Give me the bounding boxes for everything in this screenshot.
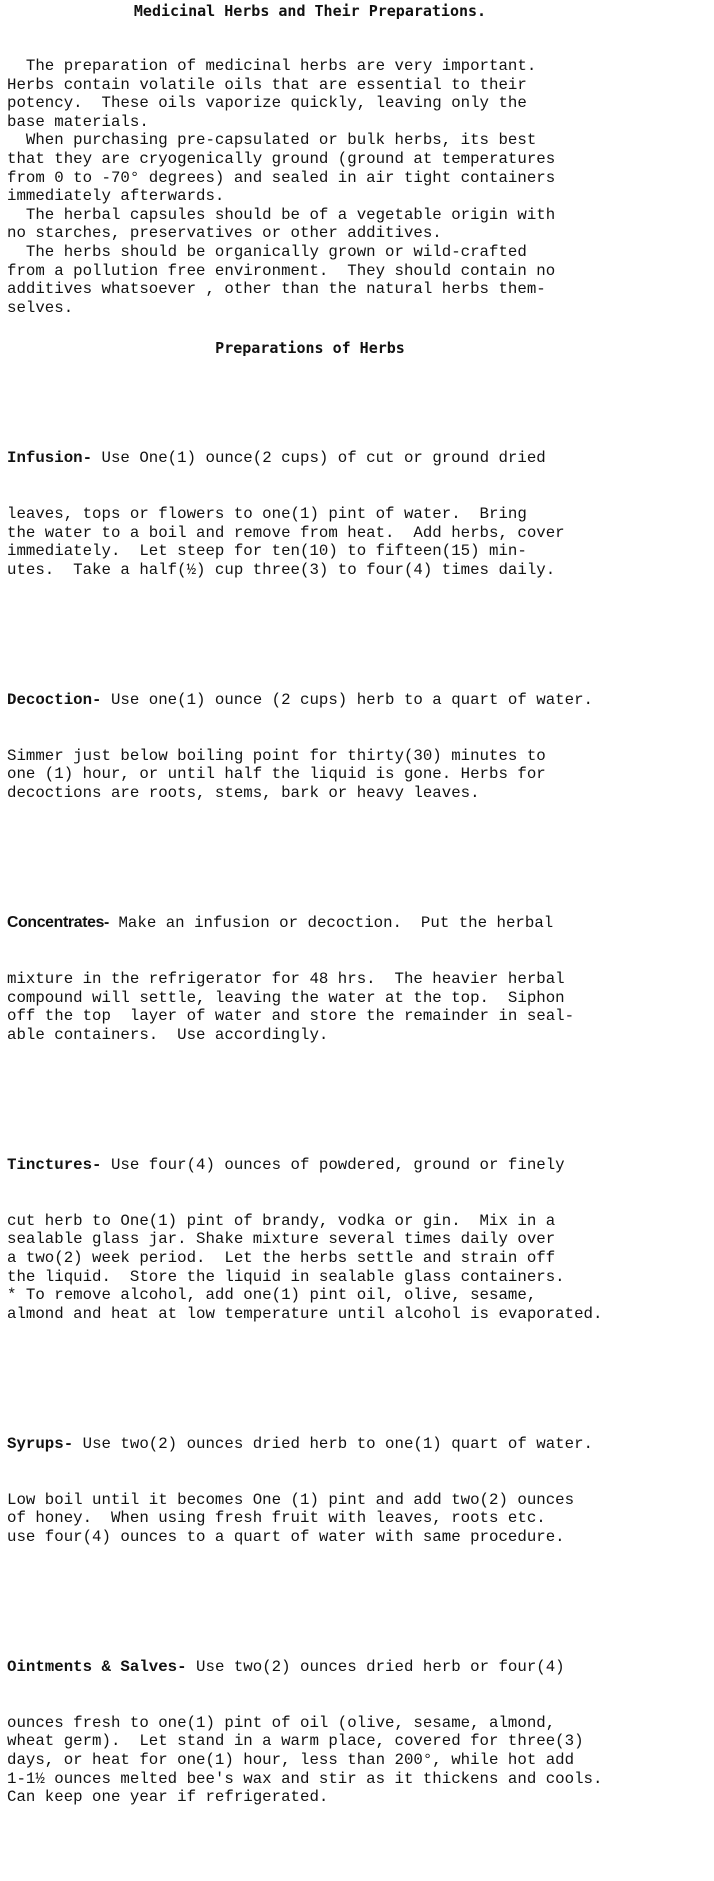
section-heading: Preparations of Herbs — [215, 339, 405, 357]
ointments-line: days, or heat for one(1) hour, less than 200°, while hot add — [7, 1750, 575, 1769]
syrups-term: Syrups- — [7, 1434, 74, 1453]
syrups-line: use four(4) ounces to a quart of water with same procedure. — [7, 1527, 565, 1546]
intro-line: The herbs should be organically grown or wild-crafted — [7, 242, 527, 261]
intro-line: base materials. — [7, 112, 149, 131]
decoction-line: Simmer just below boiling point for thirty(30) minutes to — [7, 746, 546, 765]
tinctures-term: Tinctures- — [7, 1155, 102, 1174]
intro-line: from a pollution free environment. They should contain no — [7, 261, 556, 280]
ointments-text: Use two(2) ounces dried herb or four(4) — [186, 1657, 565, 1676]
tinctures-line: cut herb to One(1) pint of brandy, vodka or gin. Mix in a — [7, 1211, 556, 1230]
infusion-line: the water to a boil and remove from heat. Add herbs, cover — [7, 523, 565, 542]
preparations-list — [7, 375, 713, 1881]
intro-line: When purchasing pre-capsulated or bulk herbs, its best — [7, 131, 537, 150]
infusion-line: leaves, tops or flowers to one(1) pint of water. Bring — [7, 505, 527, 524]
infusion-term: Infusion- — [7, 449, 93, 468]
decoction-entry — [7, 654, 713, 840]
intro-line: additives whatsoever , other than the natural herbs them- — [7, 280, 546, 299]
infusion-text: Use One(1) ounce(2 cups) of cut or ground dried — [92, 449, 546, 468]
intro-line: selves. — [7, 298, 74, 317]
tinctures-line: a two(2) week period. Let the herbs settle and strain off — [7, 1248, 556, 1267]
tinctures-line: almond and heat at low temperature until alcohol is evaporated. — [7, 1304, 603, 1323]
tinctures-line: the liquid. Store the liquid in sealable glass containers. — [7, 1267, 565, 1286]
intro-paragraphs — [7, 57, 713, 317]
intro-line: The herbal capsules should be of a vegetable origin with — [7, 205, 556, 224]
tinctures-line: sealable glass jar. Shake mixture several times daily over — [7, 1230, 556, 1249]
concentrates-line: off the top layer of water and store the remainder in seal- — [7, 1007, 575, 1026]
infusion-line: utes. Take a half(½) cup three(3) to four(4) times daily. — [7, 560, 556, 579]
decoction-text: Use one(1) ounce (2 cups) herb to a quart of water. — [101, 691, 593, 710]
intro-line: immediately afterwards. — [7, 187, 225, 206]
ointments-line: wheat germ). Let stand in a warm place, covered for three(3) — [7, 1732, 584, 1751]
intro-line: Herbs contain volatile oils that are essential to their — [7, 75, 527, 94]
concentrates-entry — [7, 877, 713, 1082]
decoction-line: one (1) hour, or until half the liquid is gone. Herbs for — [7, 765, 546, 784]
concentrates-line: mixture in the refrigerator for 48 hrs. The heavier herbal — [7, 970, 565, 988]
intro-line: The preparation of medicinal herbs are very important. — [7, 57, 537, 75]
tinctures-line: * To remove alcohol, add one(1) pint oil, olive, sesame, — [7, 1286, 537, 1305]
ointments-line: ounces fresh to one(1) pint of oil (olive, sesame, almond, — [7, 1713, 556, 1732]
ointments-entry — [7, 1621, 713, 1844]
concentrates-line: compound will settle, leaving the water at the top. Siphon — [7, 988, 565, 1007]
syrups-text: Use two(2) ounces dried herb to one(1) quart of water. — [73, 1434, 593, 1453]
infusion-line: immediately. Let steep for ten(10) to fifteen(15) min- — [7, 542, 527, 561]
syrups-entry — [7, 1398, 713, 1584]
syrups-line: of honey. When using fresh fruit with leaves, roots etc. — [7, 1509, 546, 1528]
intro-line: that they are cryogenically ground (ground at temperatures — [7, 149, 556, 168]
document-title: Medicinal Herbs and Their Preparations. — [133, 2, 487, 20]
intro-line: potency. These oils vaporize quickly, leaving only the — [7, 94, 527, 113]
ointments-line: Can keep one year if refrigerated. — [7, 1788, 329, 1807]
syrups-line: Low boil until it becomes One (1) pint and add two(2) ounces — [7, 1490, 575, 1509]
ointments-term: Ointments & Salves- — [7, 1657, 187, 1676]
intro-line: from 0 to -70° degrees) and sealed in air tight containers — [7, 168, 556, 187]
concentrates-term: Concentrates- — [7, 914, 110, 932]
intro-line: no starches, preservatives or other additives. — [7, 224, 442, 243]
concentrates-line: able containers. Use accordingly. — [7, 1025, 329, 1044]
decoction-line: decoctions are roots, stems, bark or heavy leaves. — [7, 784, 480, 803]
decoction-term: Decoction- — [7, 691, 102, 710]
infusion-entry — [7, 412, 713, 617]
tinctures-entry — [7, 1119, 713, 1361]
concentrates-text: Make an infusion or decoction. Put the herbal — [109, 914, 554, 933]
ointments-line: 1-1½ ounces melted bee's wax and stir as it thickens and cools. — [7, 1769, 603, 1788]
tinctures-text: Use four(4) ounces of powdered, ground or finely — [101, 1155, 565, 1174]
